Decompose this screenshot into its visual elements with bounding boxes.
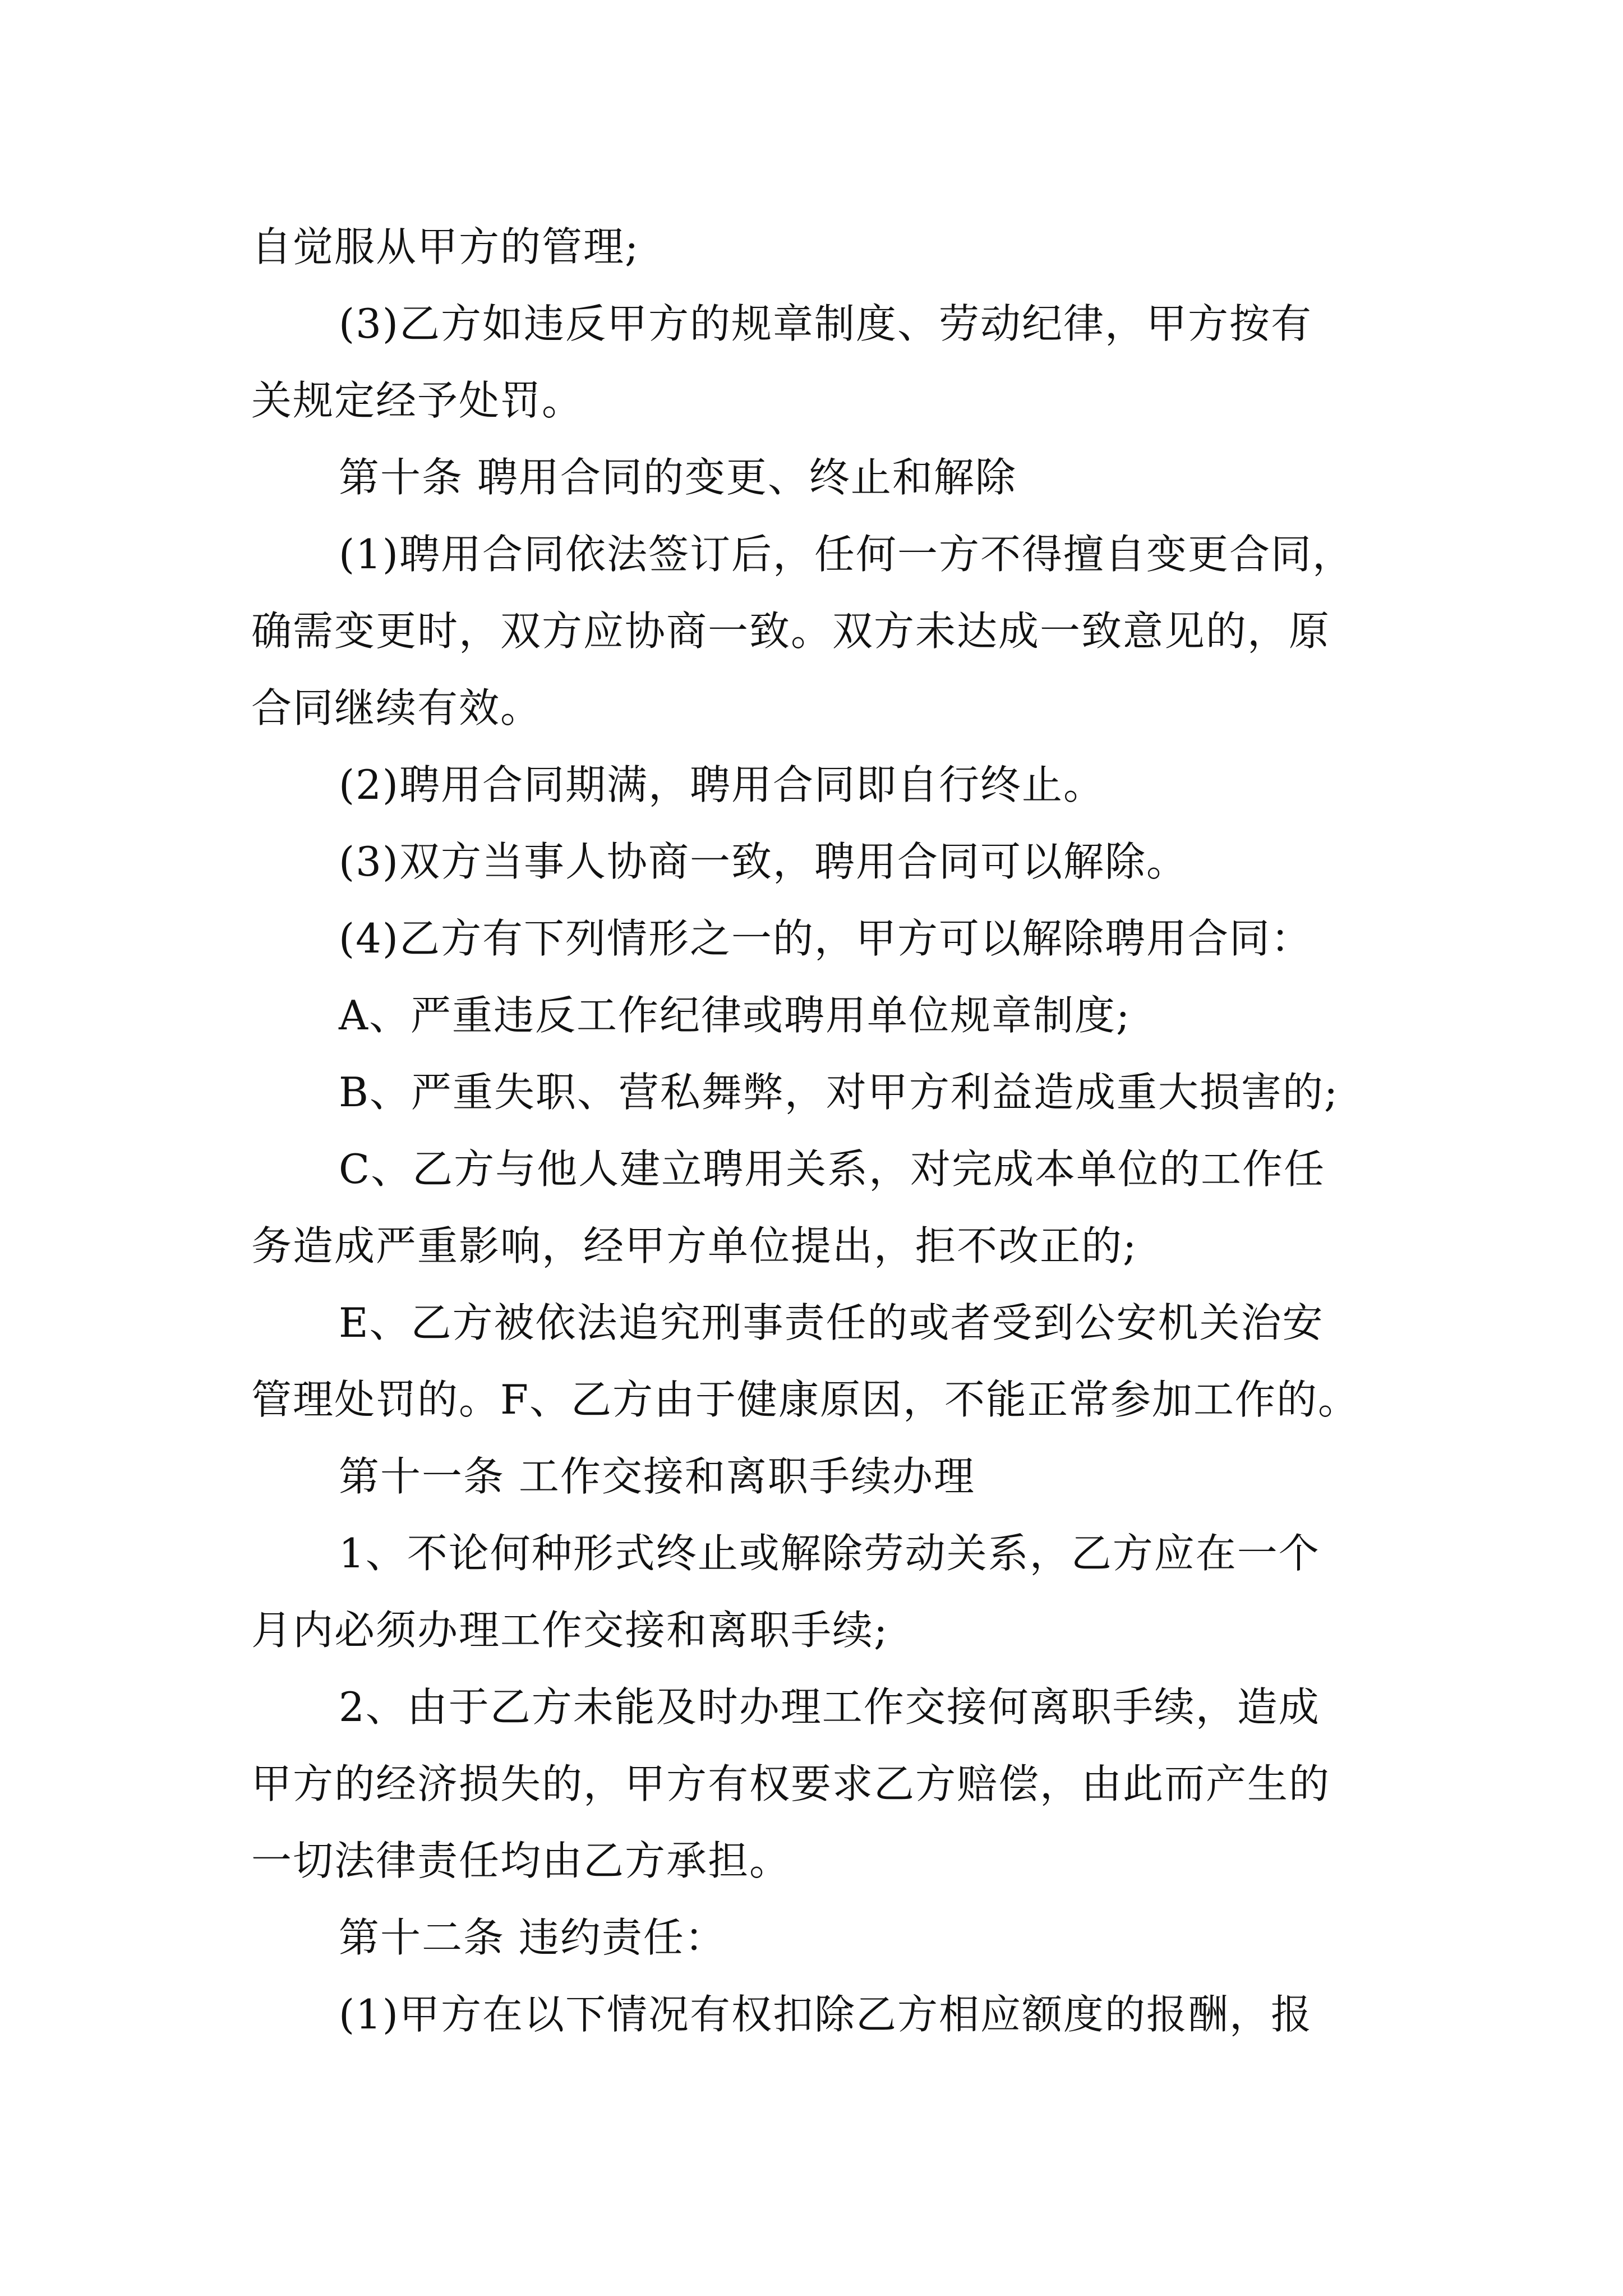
text-line: (1)甲方在以下情况有权扣除乙方相应额度的报酬，报 bbox=[339, 1991, 1312, 2038]
text-line: (3)乙方如违反甲方的规章制度、劳动纪律，甲方按有 bbox=[339, 300, 1312, 347]
text-line: 合同继续有效。 bbox=[251, 684, 542, 731]
text-line: 务造成严重影响，经甲方单位提出，拒不改正的; bbox=[251, 1222, 1138, 1269]
text-line: B、严重失职、营私舞弊，对甲方利益造成重大损害的; bbox=[339, 1069, 1339, 1116]
text-line: 2、由于乙方未能及时办理工作交接何离职手续，造成 bbox=[339, 1683, 1320, 1731]
text-line: (4)乙方有下列情形之一的，甲方可以解除聘用合同： bbox=[339, 915, 1312, 962]
text-line: 关规定经予处罚。 bbox=[251, 377, 584, 424]
section-heading: 第十条 聘用合同的变更、终止和解除 bbox=[339, 454, 1017, 501]
section-heading: 第十二条 违约责任： bbox=[339, 1914, 726, 1961]
document-body bbox=[251, 209, 1384, 2053]
text-line: E、乙方被依法追究刑事责任的或者受到公安机关治安 bbox=[339, 1299, 1324, 1346]
text-line: 甲方的经济损失的，甲方有权要求乙方赔偿，由此而产生的 bbox=[251, 1760, 1331, 1807]
text-line: (2)聘用合同期满，聘用合同即自行终止。 bbox=[339, 761, 1105, 808]
text-line: (1)聘用合同依法签订后，任何一方不得擅自变更合同， bbox=[339, 531, 1354, 578]
text-line: (3)双方当事人协商一致，聘用合同可以解除。 bbox=[339, 838, 1188, 885]
text-line: 月内必须办理工作交接和离职手续; bbox=[251, 1607, 889, 1654]
text-line: C、乙方与他人建立聘用关系，对完成本单位的工作任 bbox=[339, 1145, 1326, 1193]
section-heading: 第十一条 工作交接和离职手续办理 bbox=[339, 1453, 975, 1500]
text-line: 一切法律责任均由乙方承担。 bbox=[251, 1837, 791, 1884]
text-line: 确需变更时，双方应协商一致。双方未达成一致意见的，原 bbox=[251, 608, 1331, 655]
text-line: A、严重违反工作纪律或聘用单位规章制度; bbox=[339, 992, 1131, 1039]
text-line: 自觉服从甲方的管理; bbox=[251, 223, 640, 270]
text-line: 管理处罚的。F、乙方由于健康原因，不能正常参加工作的。 bbox=[251, 1376, 1359, 1423]
text-line: 1、不论何种形式终止或解除劳动关系，乙方应在一个 bbox=[339, 1530, 1320, 1577]
